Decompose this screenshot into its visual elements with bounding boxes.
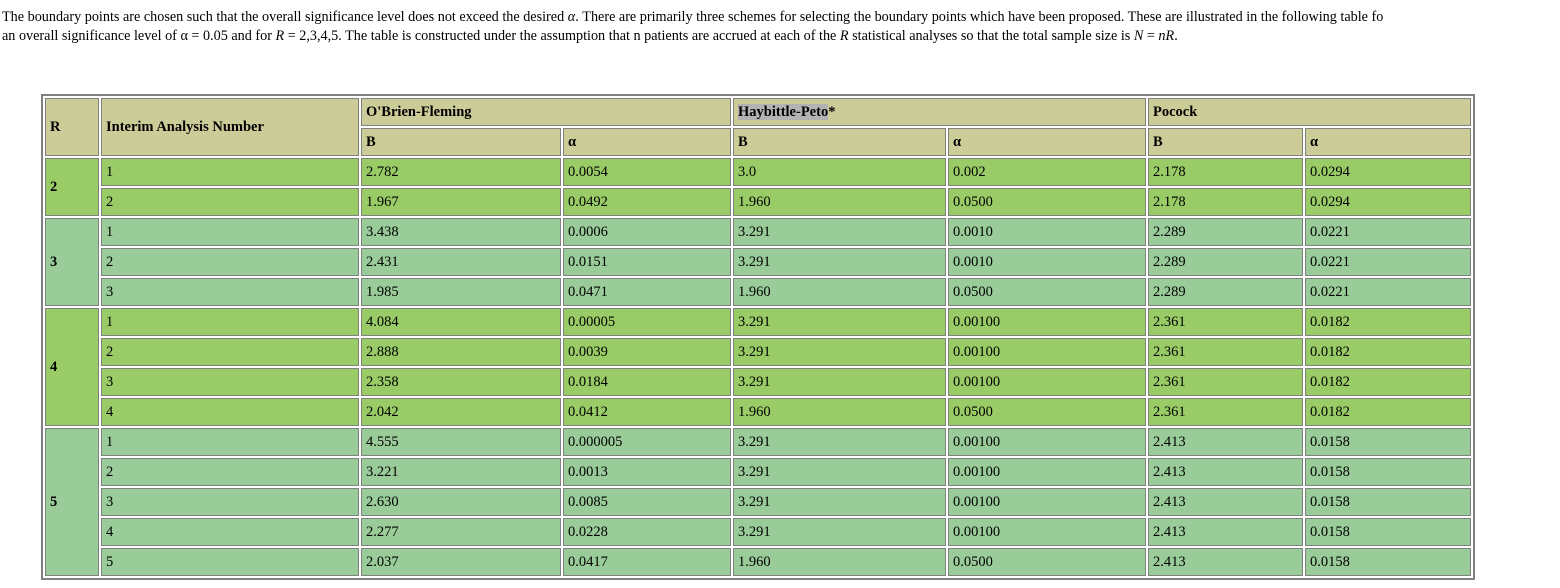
obf-alpha-cell: 0.0006 <box>563 218 731 246</box>
pocock-b-cell: 2.413 <box>1148 548 1303 576</box>
obf-b-cell: 1.985 <box>361 278 561 306</box>
intro-text-5: statistical analyses so that the total sample size is <box>848 28 1134 44</box>
obf-b-header: B <box>361 128 561 156</box>
hp-alpha-cell: 0.0010 <box>948 218 1146 246</box>
intro-line-1 <box>2 8 1558 27</box>
obf-alpha-cell: 0.0228 <box>563 518 731 546</box>
table-row <box>45 548 1471 576</box>
obf-alpha-cell: 0.0085 <box>563 488 731 516</box>
interim-number-cell: 1 <box>101 158 359 186</box>
table-row <box>45 518 1471 546</box>
obf-b-cell: 2.782 <box>361 158 561 186</box>
pocock-b-cell: 2.289 <box>1148 278 1303 306</box>
obf-b-cell: 2.277 <box>361 518 561 546</box>
hp-b-cell: 1.960 <box>733 278 946 306</box>
pocock-b-cell: 2.361 <box>1148 368 1303 396</box>
pocock-alpha-cell: 0.0182 <box>1305 368 1471 396</box>
pocock-b-cell: 2.413 <box>1148 488 1303 516</box>
pocock-alpha-cell: 0.0221 <box>1305 248 1471 276</box>
pocock-b-cell: 2.289 <box>1148 218 1303 246</box>
header-row-1 <box>45 98 1471 126</box>
interim-number-cell: 3 <box>101 278 359 306</box>
obf-alpha-cell: 0.0417 <box>563 548 731 576</box>
hp-b-cell: 3.291 <box>733 488 946 516</box>
group-r-2 <box>45 158 1471 216</box>
hp-alpha-cell: 0.0500 <box>948 398 1146 426</box>
pocock-b-cell: 2.413 <box>1148 518 1303 546</box>
interim-number-cell: 1 <box>101 308 359 336</box>
pocock-alpha-cell: 0.0158 <box>1305 488 1471 516</box>
obrien-fleming-header: O'Brien-Fleming <box>361 98 731 126</box>
intro-text-2: . There are primarily three schemes for selecting the boundary points which have been proposed. These are illustrated in the following table fo <box>575 9 1384 25</box>
interim-number-cell: 5 <box>101 548 359 576</box>
obf-b-cell: 4.555 <box>361 428 561 456</box>
hp-alpha-cell: 0.00100 <box>948 338 1146 366</box>
table-row <box>45 158 1471 186</box>
obf-b-cell: 3.438 <box>361 218 561 246</box>
intro-text-3: an overall significance level of α = 0.05 and for <box>2 28 276 44</box>
pocock-alpha-cell: 0.0158 <box>1305 458 1471 486</box>
obf-b-cell: 3.221 <box>361 458 561 486</box>
obf-b-cell: 2.042 <box>361 398 561 426</box>
hp-b-cell: 3.291 <box>733 428 946 456</box>
hp-b-cell: 3.291 <box>733 308 946 336</box>
intro-paragraph <box>2 8 1558 46</box>
pocock-alpha-cell: 0.0294 <box>1305 158 1471 186</box>
pocock-alpha-cell: 0.0158 <box>1305 548 1471 576</box>
pocock-alpha-cell: 0.0158 <box>1305 428 1471 456</box>
obf-alpha-cell: 0.0412 <box>563 398 731 426</box>
table-row <box>45 488 1471 516</box>
interim-number-cell: 1 <box>101 218 359 246</box>
hp-b-header: B <box>733 128 946 156</box>
pocock-alpha-cell: 0.0182 <box>1305 398 1471 426</box>
obf-alpha-header: α <box>563 128 731 156</box>
table-row <box>45 278 1471 306</box>
pocock-b-cell: 2.178 <box>1148 158 1303 186</box>
pocock-alpha-header: α <box>1305 128 1471 156</box>
pocock-b-header: B <box>1148 128 1303 156</box>
table-row <box>45 458 1471 486</box>
obf-b-cell: 2.630 <box>361 488 561 516</box>
hp-b-cell: 3.291 <box>733 218 946 246</box>
table-row <box>45 218 1471 246</box>
obf-b-cell: 1.967 <box>361 188 561 216</box>
r-value-cell: 3 <box>45 218 99 306</box>
table-row <box>45 428 1471 456</box>
pocock-b-cell: 2.361 <box>1148 338 1303 366</box>
boundary-points-table <box>41 94 1475 580</box>
intro-text-4: = 2,3,4,5. The table is constructed under the assumption that n patients are accrued at each of the <box>284 28 840 44</box>
interim-header: Interim Analysis Number <box>101 98 359 156</box>
obf-b-cell: 2.037 <box>361 548 561 576</box>
r-symbol-2: R <box>839 28 849 44</box>
table-row <box>45 308 1471 336</box>
hp-alpha-cell: 0.00100 <box>948 458 1146 486</box>
obf-alpha-cell: 0.00005 <box>563 308 731 336</box>
obf-b-cell: 2.358 <box>361 368 561 396</box>
pocock-alpha-cell: 0.0221 <box>1305 278 1471 306</box>
r-symbol: R <box>275 28 285 44</box>
obf-alpha-cell: 0.0013 <box>563 458 731 486</box>
alpha-symbol: α <box>567 9 576 25</box>
interim-number-cell: 3 <box>101 488 359 516</box>
obf-alpha-cell: 0.0492 <box>563 188 731 216</box>
pocock-header: Pocock <box>1148 98 1471 126</box>
obf-b-cell: 2.888 <box>361 338 561 366</box>
pocock-alpha-cell: 0.0294 <box>1305 188 1471 216</box>
table-row <box>45 338 1471 366</box>
hp-alpha-cell: 0.00100 <box>948 518 1146 546</box>
group-r-5 <box>45 428 1471 576</box>
hp-alpha-cell: 0.00100 <box>948 488 1146 516</box>
obf-alpha-cell: 0.0184 <box>563 368 731 396</box>
obf-alpha-cell: 0.0471 <box>563 278 731 306</box>
obf-b-cell: 2.431 <box>361 248 561 276</box>
hp-b-cell: 3.291 <box>733 368 946 396</box>
hp-alpha-cell: 0.0500 <box>948 278 1146 306</box>
hp-alpha-cell: 0.0500 <box>948 548 1146 576</box>
pocock-alpha-cell: 0.0182 <box>1305 308 1471 336</box>
table-row <box>45 368 1471 396</box>
pocock-b-cell: 2.413 <box>1148 458 1303 486</box>
interim-number-cell: 2 <box>101 248 359 276</box>
pocock-b-cell: 2.361 <box>1148 398 1303 426</box>
haybittle-peto-link[interactable]: Haybittle-Peto <box>738 103 829 120</box>
haybittle-peto-asterisk: * <box>828 103 836 120</box>
table-header <box>45 98 1471 156</box>
table-row <box>45 248 1471 276</box>
r-header: R <box>45 98 99 156</box>
interim-number-cell: 4 <box>101 518 359 546</box>
interim-number-cell: 2 <box>101 458 359 486</box>
table-row <box>45 398 1471 426</box>
haybittle-peto-header <box>733 98 1146 126</box>
intro-text-7: . <box>1174 28 1178 44</box>
hp-alpha-cell: 0.00100 <box>948 368 1146 396</box>
pocock-b-cell: 2.361 <box>1148 308 1303 336</box>
hp-alpha-cell: 0.00100 <box>948 428 1146 456</box>
hp-alpha-cell: 0.0010 <box>948 248 1146 276</box>
pocock-b-cell: 2.413 <box>1148 428 1303 456</box>
table-row <box>45 188 1471 216</box>
nr-symbol: nR <box>1158 28 1175 44</box>
hp-alpha-cell: 0.0500 <box>948 188 1146 216</box>
hp-alpha-cell: 0.002 <box>948 158 1146 186</box>
hp-b-cell: 3.291 <box>733 518 946 546</box>
obf-b-cell: 4.084 <box>361 308 561 336</box>
r-value-cell: 4 <box>45 308 99 426</box>
hp-b-cell: 1.960 <box>733 548 946 576</box>
interim-number-cell: 4 <box>101 398 359 426</box>
pocock-b-cell: 2.178 <box>1148 188 1303 216</box>
obf-alpha-cell: 0.0054 <box>563 158 731 186</box>
interim-number-cell: 2 <box>101 338 359 366</box>
intro-text-1: The boundary points are chosen such that the overall significance level does not exceed the desired <box>2 9 568 25</box>
hp-b-cell: 3.291 <box>733 248 946 276</box>
interim-number-cell: 3 <box>101 368 359 396</box>
r-value-cell: 2 <box>45 158 99 216</box>
pocock-alpha-cell: 0.0182 <box>1305 338 1471 366</box>
pocock-alpha-cell: 0.0158 <box>1305 518 1471 546</box>
hp-b-cell: 1.960 <box>733 398 946 426</box>
hp-b-cell: 3.291 <box>733 458 946 486</box>
r-value-cell: 5 <box>45 428 99 576</box>
n-symbol: N <box>1133 28 1144 44</box>
interim-number-cell: 1 <box>101 428 359 456</box>
intro-text-6: = <box>1143 28 1159 44</box>
pocock-b-cell: 2.289 <box>1148 248 1303 276</box>
hp-b-cell: 3.0 <box>733 158 946 186</box>
hp-alpha-cell: 0.00100 <box>948 308 1146 336</box>
obf-alpha-cell: 0.000005 <box>563 428 731 456</box>
pocock-alpha-cell: 0.0221 <box>1305 218 1471 246</box>
intro-line-2 <box>2 27 1558 46</box>
hp-b-cell: 3.291 <box>733 338 946 366</box>
group-r-4 <box>45 308 1471 426</box>
hp-b-cell: 1.960 <box>733 188 946 216</box>
interim-number-cell: 2 <box>101 188 359 216</box>
obf-alpha-cell: 0.0151 <box>563 248 731 276</box>
hp-alpha-header: α <box>948 128 1146 156</box>
obf-alpha-cell: 0.0039 <box>563 338 731 366</box>
group-r-3 <box>45 218 1471 306</box>
